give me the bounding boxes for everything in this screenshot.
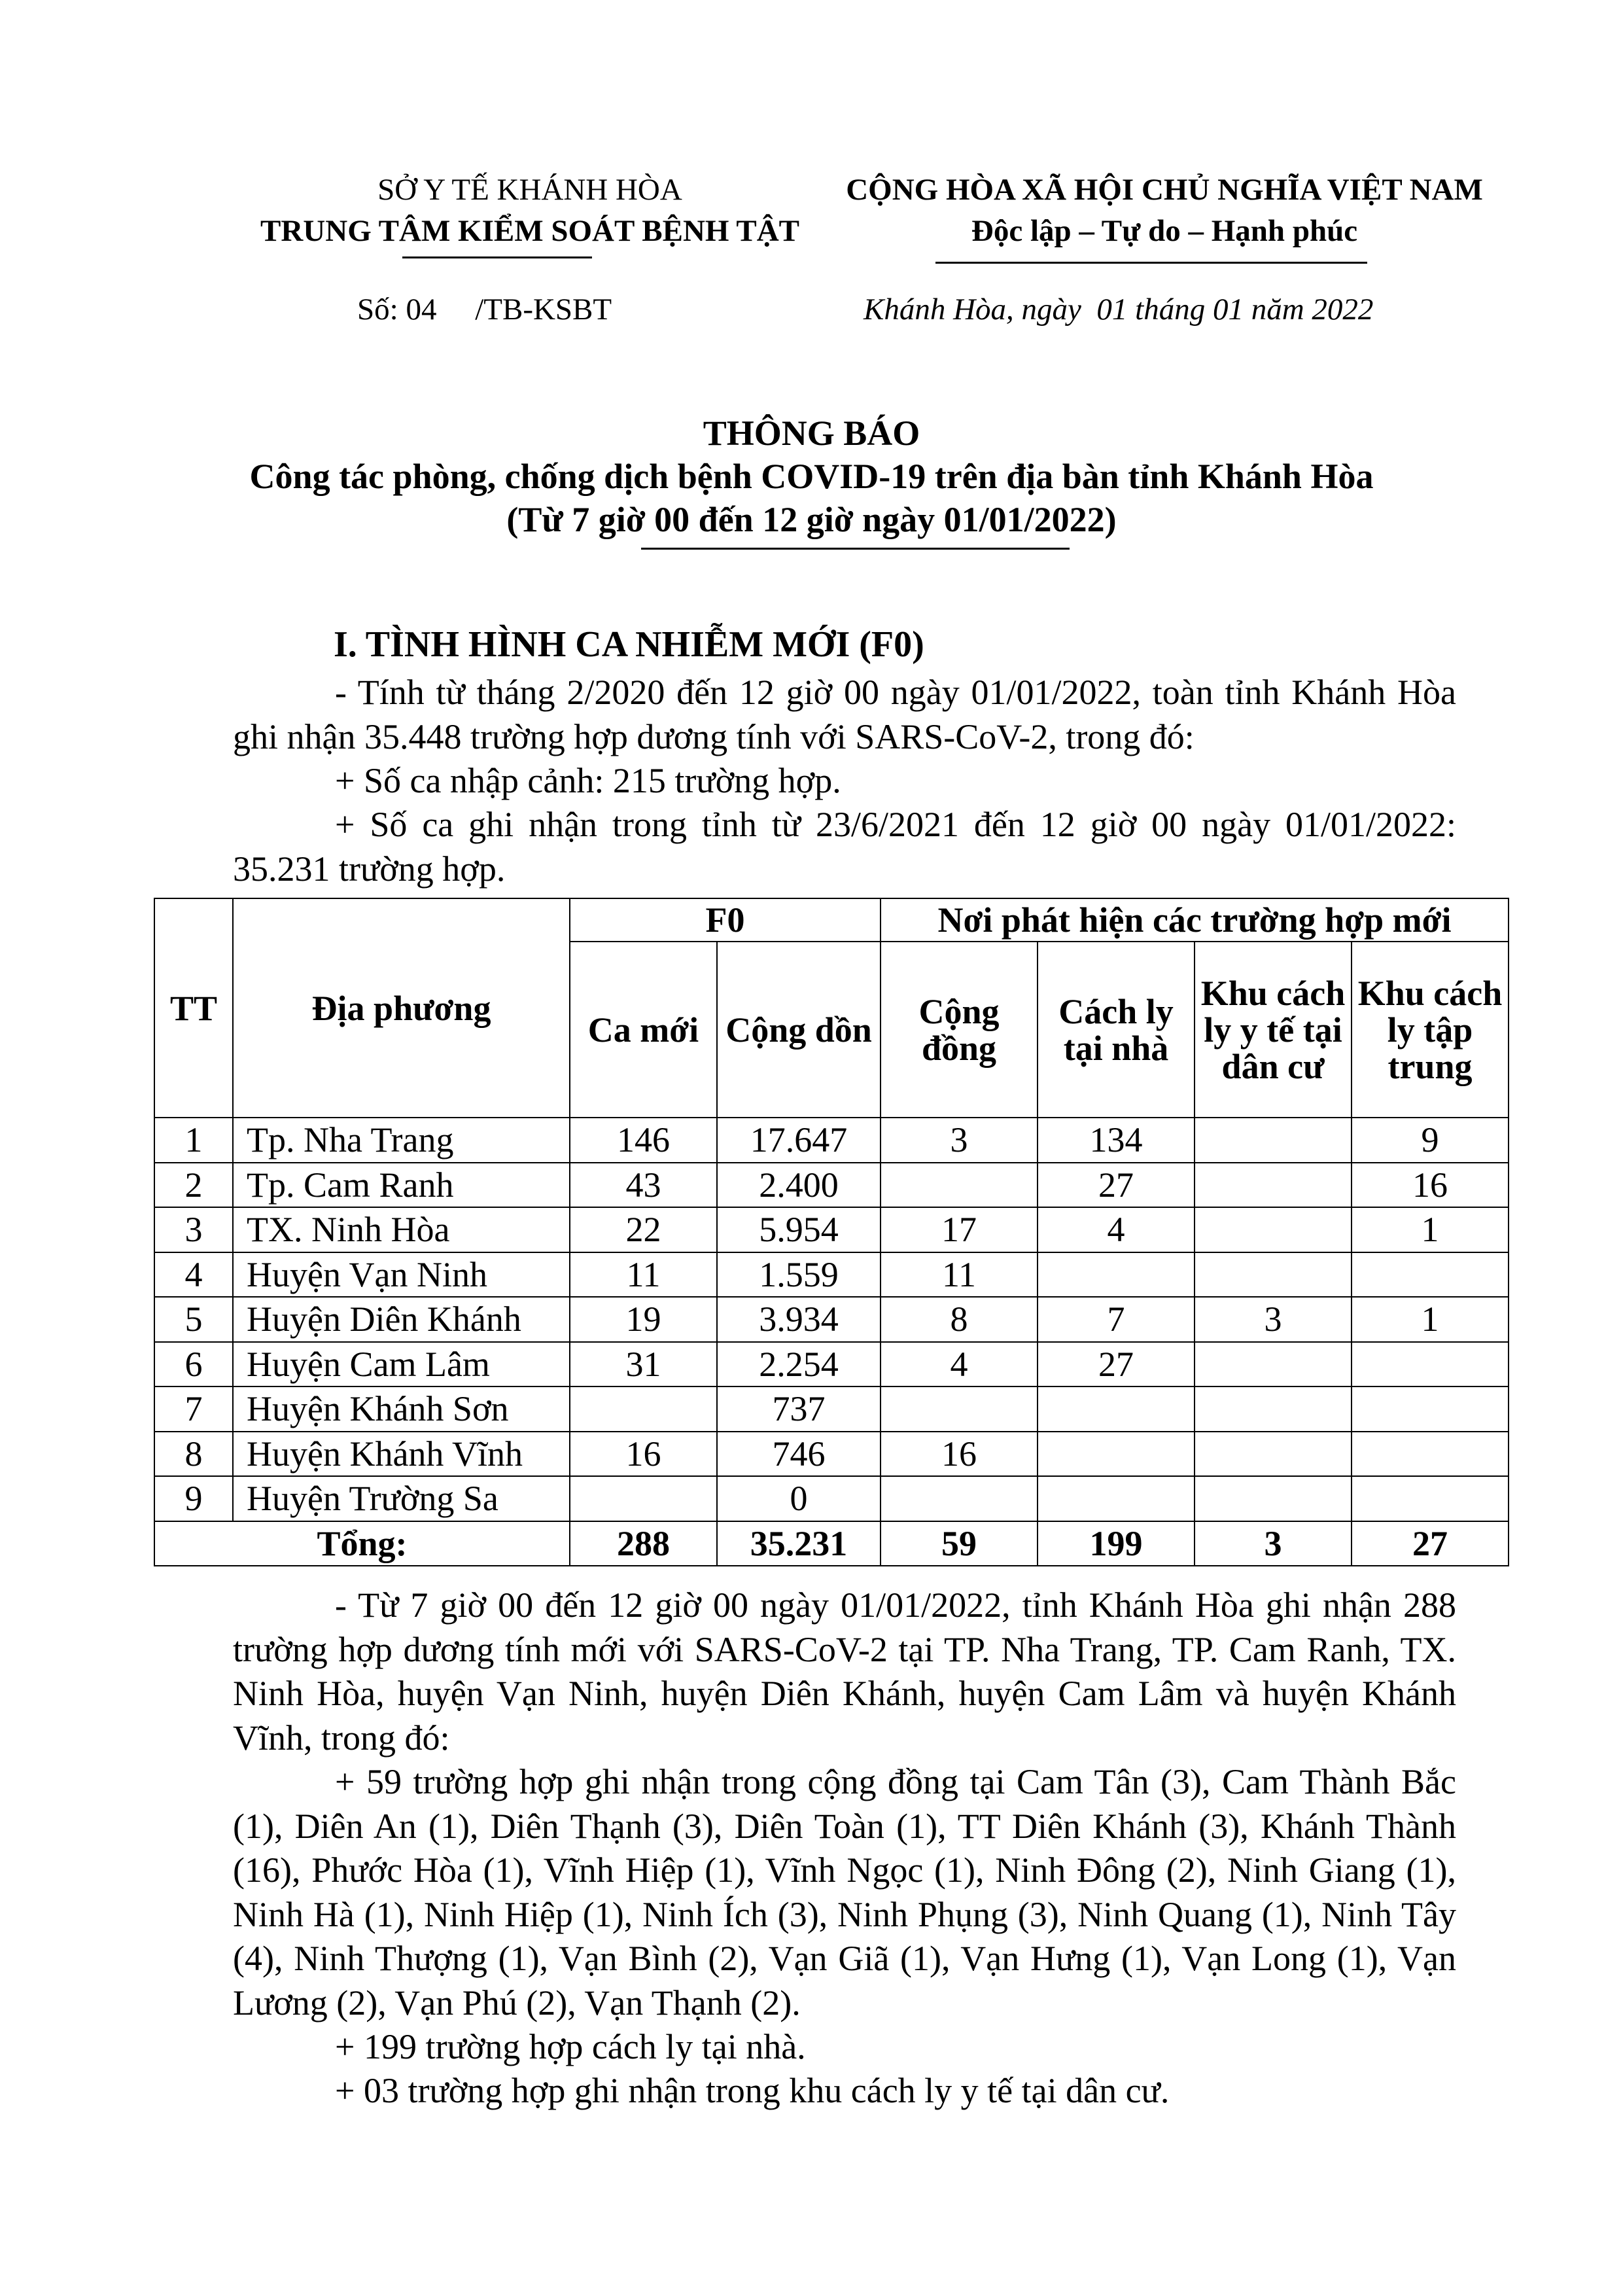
paragraph-local-text: + Số ca ghi nhận trong tỉnh từ 23/6/2021 đến 12 giờ 00 ngày 01/01/2022: 35.231 trường hợp. [233, 805, 1456, 889]
cell-community: 16 [881, 1432, 1038, 1477]
paragraph-imported: + Số ca nhập cảnh: 215 trường hợp. [335, 761, 841, 800]
table-row [154, 1432, 1509, 1477]
cell-residential [1195, 1342, 1352, 1387]
paragraph-local [233, 803, 1456, 891]
cell-locality: Huyện Khánh Sơn [233, 1386, 570, 1432]
header-tt: TT [154, 898, 233, 1118]
table-row [154, 1476, 1509, 1521]
cell-central [1352, 1476, 1509, 1521]
cell-locality: Huyện Cam Lâm [233, 1342, 570, 1387]
cell-tt: 3 [154, 1207, 233, 1252]
cases-table [154, 898, 1509, 1566]
cell-residential [1195, 1207, 1352, 1252]
doc-number [357, 289, 724, 330]
cell-community [881, 1163, 1038, 1208]
paragraph-community-cases-text: + 59 trường hợp ghi nhận trong cộng đồng tại Cam Tân (3), Cam Thành Bắc (1), Diên An (1), Diên Thạnh (3), Diên Toàn (1), TT Diên Khánh (3), Khánh Thành (16), Phước Hòa (1), Vĩnh Hiệp (1), Vĩnh Ngọc (1), Ninh Đông (2), Ninh Giang (1), Ninh Hà (1), Ninh Hiệp (1), Ninh Ích (3), Ninh Phụng (3), Ninh Quang (1), Ninh Tây (4), Ninh Thượng (1), Vạn Bình (2), Vạn Giã (1), Vạn Hưng (1), Vạn Long (1), Vạn Lương (2), Vạn Phú (2), Vạn Thạnh (2). [233, 1762, 1456, 2022]
table-row [154, 1297, 1509, 1342]
cell-new: 16 [570, 1432, 717, 1477]
document-subtitle: Công tác phòng, chống dịch bệnh COVID-19 trên địa bàn tỉnh Khánh Hòa [249, 457, 1374, 496]
cell-home: 134 [1038, 1118, 1195, 1163]
place-date: Khánh Hòa, ngày 01 tháng 01 năm 2022 [864, 292, 1374, 327]
cell-locality: TX. Ninh Hòa [233, 1207, 570, 1252]
cell-residential [1195, 1252, 1352, 1298]
cell-community: 4 [881, 1342, 1038, 1387]
cell-new: 11 [570, 1252, 717, 1298]
cell-new: 146 [570, 1118, 717, 1163]
cell-new: 31 [570, 1342, 717, 1387]
paragraph-new-cases-text: - Từ 7 giờ 00 đến 12 giờ 00 ngày 01/01/2022, tỉnh Khánh Hòa ghi nhận 288 trường hợp dương tính mới với SARS-CoV-2 tại TP. Nha Trang, TP. Cam Ranh, TX. Ninh Hòa, huyện Vạn Ninh, huyện Diên Khánh, huyện Cam Lâm và huyện Khánh Vĩnh, trong đó: [233, 1585, 1456, 1757]
doc-number-suffix: /TB-KSBT [475, 292, 612, 327]
header-locality: Địa phương [233, 898, 570, 1118]
table-row [154, 1386, 1509, 1432]
cell-new: 22 [570, 1207, 717, 1252]
document-title: THÔNG BÁO [703, 414, 920, 453]
cell-total-cumulative: 35.231 [717, 1521, 881, 1566]
cell-central: 16 [1352, 1163, 1509, 1208]
cell-home: 27 [1038, 1163, 1195, 1208]
header-residential-quarantine: Khu cách ly y tế tại dân cư [1195, 942, 1352, 1118]
table-row [154, 1207, 1509, 1252]
cell-residential [1195, 1476, 1352, 1521]
motto: Độc lập – Tự do – Hạnh phúc [971, 214, 1358, 248]
cell-locality: Tp. Cam Ranh [233, 1163, 570, 1208]
cell-central [1352, 1342, 1509, 1387]
header-detection-location: Nơi phát hiện các trường hợp mới [881, 898, 1509, 942]
cell-new: 43 [570, 1163, 717, 1208]
cell-home [1038, 1432, 1195, 1477]
doc-number-prefix: Số: [357, 292, 398, 327]
cell-home [1038, 1252, 1195, 1298]
table-row [154, 1342, 1509, 1387]
paragraph-total-cases-text: - Tính từ tháng 2/2020 đến 12 giờ 00 ngày 01/01/2022, toàn tỉnh Khánh Hòa ghi nhận 35.448 trường hợp dương tính với SARS-CoV-2, trong đó: [233, 673, 1456, 756]
cell-tt: 7 [154, 1386, 233, 1432]
cell-tt: 9 [154, 1476, 233, 1521]
cell-central: 1 [1352, 1207, 1509, 1252]
cell-locality: Huyện Khánh Vĩnh [233, 1432, 570, 1477]
cell-locality: Tp. Nha Trang [233, 1118, 570, 1163]
table-row [154, 1163, 1509, 1208]
cell-residential [1195, 1163, 1352, 1208]
cell-home [1038, 1476, 1195, 1521]
cell-residential [1195, 1386, 1352, 1432]
paragraph-residential-quarantine: + 03 trường hợp ghi nhận trong khu cách ly y tế tại dân cư. [335, 2071, 1170, 2110]
cell-tt: 4 [154, 1252, 233, 1298]
org-underline [402, 256, 592, 258]
header-central-quarantine: Khu cách ly tập trung [1352, 942, 1509, 1118]
header-new-cases: Ca mới [570, 942, 717, 1118]
section-heading: I. TÌNH HÌNH CA NHIỄM MỚI (F0) [334, 624, 924, 665]
cell-cumulative: 2.400 [717, 1163, 881, 1208]
table-total-row [154, 1521, 1509, 1566]
cell-community [881, 1476, 1038, 1521]
cell-home: 4 [1038, 1207, 1195, 1252]
cell-community: 17 [881, 1207, 1038, 1252]
cell-new [570, 1476, 717, 1521]
cell-residential [1195, 1432, 1352, 1477]
cell-central: 9 [1352, 1118, 1509, 1163]
cell-new: 19 [570, 1297, 717, 1342]
cell-home: 7 [1038, 1297, 1195, 1342]
document-period: (Từ 7 giờ 00 đến 12 giờ ngày 01/01/2022) [506, 500, 1117, 539]
cell-tt: 5 [154, 1297, 233, 1342]
motto-underline [935, 262, 1367, 264]
cell-residential [1195, 1118, 1352, 1163]
cell-locality: Huyện Trường Sa [233, 1476, 570, 1521]
paragraph-new-cases [233, 1583, 1456, 1760]
table-row [154, 1252, 1509, 1298]
org-parent: SỞ Y TẾ KHÁNH HÒA [377, 173, 682, 207]
cell-community: 3 [881, 1118, 1038, 1163]
paragraph-total-cases [233, 671, 1456, 759]
org-name: TRUNG TÂM KIỂM SOÁT BỆNH TẬT [260, 214, 799, 248]
cell-cumulative: 3.934 [717, 1297, 881, 1342]
cell-locality: Huyện Vạn Ninh [233, 1252, 570, 1298]
cell-central: 1 [1352, 1297, 1509, 1342]
cell-total-central: 27 [1352, 1521, 1509, 1566]
cell-home: 27 [1038, 1342, 1195, 1387]
cell-tt: 6 [154, 1342, 233, 1387]
cell-central [1352, 1252, 1509, 1298]
cell-cumulative: 17.647 [717, 1118, 881, 1163]
header-community: Cộng đồng [881, 942, 1038, 1118]
cell-tt: 8 [154, 1432, 233, 1477]
cell-residential: 3 [1195, 1297, 1352, 1342]
cell-total-community: 59 [881, 1521, 1038, 1566]
cell-community: 11 [881, 1252, 1038, 1298]
cell-cumulative: 5.954 [717, 1207, 881, 1252]
cell-cumulative: 737 [717, 1386, 881, 1432]
cell-central [1352, 1432, 1509, 1477]
cell-tt: 1 [154, 1118, 233, 1163]
cell-total-label: Tổng: [154, 1521, 570, 1566]
cell-community: 8 [881, 1297, 1038, 1342]
cell-cumulative: 2.254 [717, 1342, 881, 1387]
cell-locality: Huyện Diên Khánh [233, 1297, 570, 1342]
header-f0: F0 [570, 898, 881, 942]
cell-tt: 2 [154, 1163, 233, 1208]
table-row [154, 1118, 1509, 1163]
cell-total-new: 288 [570, 1521, 717, 1566]
doc-number-value: 04 [406, 292, 437, 327]
cell-home [1038, 1386, 1195, 1432]
header-cumulative: Cộng dồn [717, 942, 881, 1118]
cell-new [570, 1386, 717, 1432]
cell-total-residential: 3 [1195, 1521, 1352, 1566]
paragraph-community-cases [233, 1760, 1456, 2025]
nation-title: CỘNG HÒA XÃ HỘI CHỦ NGHĨA VIỆT NAM [846, 173, 1483, 207]
cell-cumulative: 746 [717, 1432, 881, 1477]
paragraph-home-isolation: + 199 trường hợp cách ly tại nhà. [335, 2027, 806, 2066]
title-underline [641, 548, 1070, 550]
cell-total-home: 199 [1038, 1521, 1195, 1566]
cell-cumulative: 0 [717, 1476, 881, 1521]
header-home-isolation: Cách ly tại nhà [1038, 942, 1195, 1118]
cell-cumulative: 1.559 [717, 1252, 881, 1298]
cell-community [881, 1386, 1038, 1432]
cell-central [1352, 1386, 1509, 1432]
